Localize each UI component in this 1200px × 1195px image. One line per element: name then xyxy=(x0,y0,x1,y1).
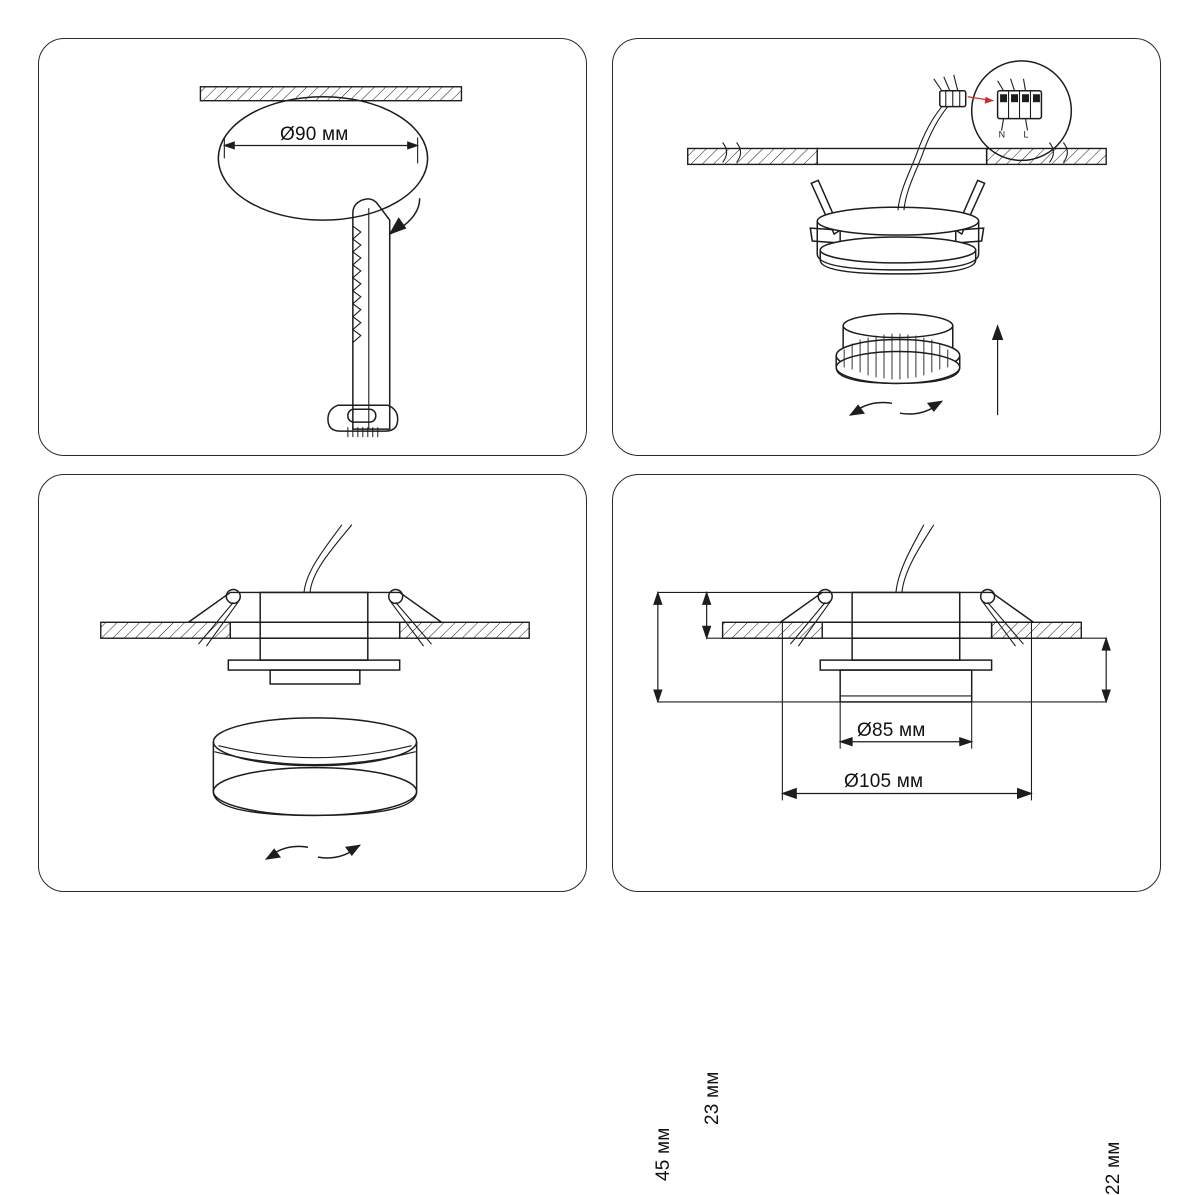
svg-text:L: L xyxy=(1023,129,1029,140)
step-3-drawing xyxy=(39,475,586,891)
luminaire-body xyxy=(820,592,991,701)
step-2-drawing xyxy=(613,39,1160,455)
ceiling-hatch-icon xyxy=(101,622,529,638)
terminal-block-icon xyxy=(934,75,966,107)
magnifier-circle-icon xyxy=(968,61,1072,161)
step-1-drawing xyxy=(39,39,586,455)
label-45mm: 45 мм xyxy=(653,1127,674,1181)
panel-step-4 xyxy=(612,474,1161,1195)
step-4-drawing xyxy=(613,475,1160,891)
hole-saw-icon xyxy=(328,199,398,437)
dimension-22mm xyxy=(972,638,1110,702)
diffuser-icon xyxy=(213,718,416,816)
label-22mm: 22 мм xyxy=(1103,1141,1124,1195)
ceiling-hatch-icon xyxy=(688,143,1106,165)
label-hole-diameter: Ø90 мм xyxy=(280,124,349,145)
ceiling-hatch-icon xyxy=(200,87,461,101)
panel-step-2 xyxy=(612,38,1161,456)
label-23mm: 23 мм xyxy=(702,1071,723,1125)
supply-wire xyxy=(896,525,934,593)
dimension-45mm xyxy=(654,592,840,701)
diffuser-icon xyxy=(836,314,960,384)
label-d85: Ø85 мм xyxy=(857,720,926,741)
luminaire-body xyxy=(810,180,984,274)
terminal-block-enlarged xyxy=(998,79,1042,140)
rotation-arrow-icon xyxy=(266,845,360,859)
label-d105: Ø105 мм xyxy=(844,771,924,792)
panel-step-3 xyxy=(38,474,587,892)
ceiling-hatch-icon xyxy=(723,622,1082,638)
supply-wire xyxy=(304,525,352,593)
up-arrow-icon xyxy=(993,326,1003,416)
rotation-arrow-icon xyxy=(850,401,942,415)
panel-step-1 xyxy=(38,38,587,456)
svg-text:N: N xyxy=(998,129,1006,140)
hole-outline xyxy=(218,97,427,220)
